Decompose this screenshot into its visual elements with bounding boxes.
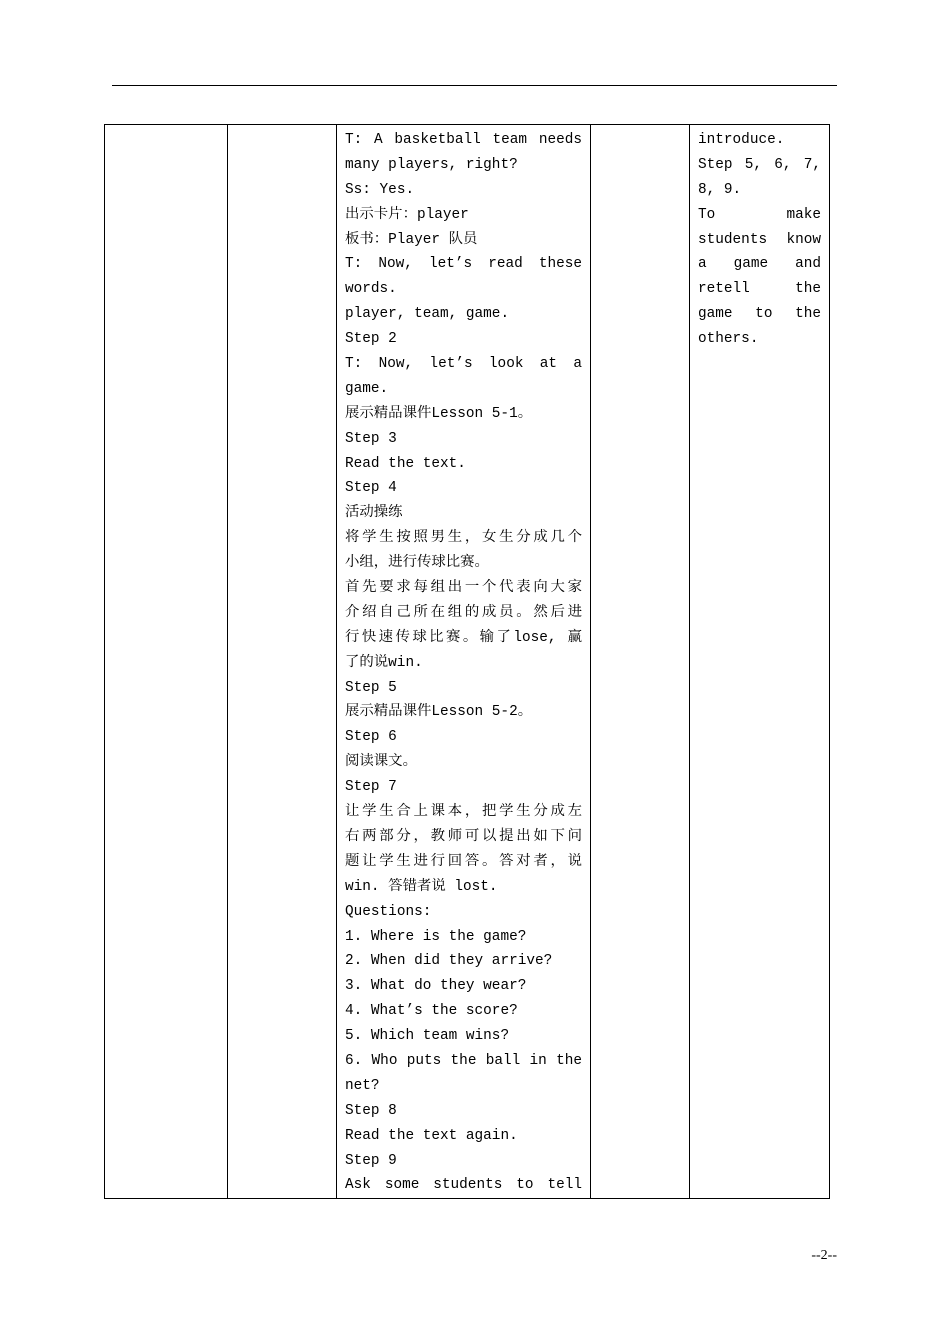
text-line: Step 8 — [345, 1102, 397, 1119]
text-line: To make — [698, 206, 821, 223]
text-line: win. 答错者说 lost. — [345, 878, 498, 895]
text-line: 3. What do they wear? — [345, 978, 527, 995]
text-line: 首先要求每组出一个代表向大家 — [345, 580, 582, 597]
text-line: 题让学生进行回答。答对者，说 — [345, 853, 582, 870]
text-line: player, team, game. — [345, 306, 510, 323]
text-line: 8, 9. — [698, 181, 742, 198]
text-line: Read the text again. — [345, 1127, 518, 1144]
text-line: Read the text. — [345, 455, 466, 472]
text-line: Step 2 — [345, 331, 397, 348]
text-line: Step 5, 6, 7, — [698, 156, 821, 173]
text-line: students know — [698, 231, 821, 248]
empty-cell-col2 — [228, 125, 337, 1199]
text-line: game to the — [698, 306, 821, 323]
text-line: 板书：Player 队员 — [345, 231, 478, 248]
table-row — [105, 125, 830, 1199]
text-line: 介绍自己所在组的成员。然后进 — [345, 604, 582, 621]
text-line: Step 3 — [345, 430, 397, 447]
text-line: Ss: Yes. — [345, 181, 415, 198]
page-number: --2-- — [811, 1248, 837, 1263]
text-line: a game and — [698, 256, 821, 273]
text-line: introduce. — [698, 132, 785, 148]
text-line: Step 7 — [345, 779, 397, 796]
purpose-text — [698, 128, 821, 352]
text-line: 1. Where is the game? — [345, 928, 527, 945]
purpose-cell — [690, 125, 830, 1199]
text-line: 6. Who puts the ball in the — [345, 1052, 582, 1069]
text-line: retell the — [698, 281, 821, 298]
text-line: others. — [698, 331, 759, 348]
text-line: 让学生合上课本，把学生分成左 — [345, 804, 582, 821]
header-rule — [112, 85, 837, 86]
text-line: 右两部分，教师可以提出如下问 — [345, 828, 582, 845]
text-line: 2. When did they arrive? — [345, 953, 553, 970]
text-line: 行快速传球比赛。输了lose, 赢 — [345, 629, 582, 646]
text-line: net? — [345, 1077, 380, 1094]
text-line: Questions: — [345, 903, 432, 920]
text-line: Ask some students to tell — [345, 1177, 582, 1194]
text-line: 5. Which team wins? — [345, 1028, 510, 1045]
text-line: Step 4 — [345, 480, 397, 497]
lesson-plan-table — [104, 124, 830, 1199]
text-line: 阅读课文。 — [345, 754, 417, 771]
text-line: T: A basketball team needs — [345, 132, 582, 148]
text-line: T: Now, let’s read these — [345, 256, 582, 273]
text-line: Step 5 — [345, 679, 397, 696]
teaching-procedure-text — [345, 128, 582, 1198]
text-line: words. — [345, 281, 397, 298]
text-line: many players, right? — [345, 156, 518, 173]
text-line: game. — [345, 380, 389, 397]
text-line: 出示卡片：player — [345, 206, 469, 223]
text-line: 小组，进行传球比赛。 — [345, 555, 489, 572]
text-line: 4. What’s the score? — [345, 1003, 518, 1020]
text-line: 展示精品课件Lesson 5-2。 — [345, 704, 533, 721]
text-line: Step 6 — [345, 729, 397, 746]
text-line: Step 9 — [345, 1152, 397, 1169]
empty-cell-col1 — [105, 125, 228, 1199]
text-line: 活动操练 — [345, 505, 403, 522]
text-line: 了的说win. — [345, 654, 423, 671]
teaching-procedure-cell — [337, 125, 591, 1199]
text-line: T: Now, let’s look at a — [345, 356, 582, 373]
text-line: 展示精品课件Lesson 5-1。 — [345, 405, 533, 422]
empty-cell-col4 — [591, 125, 690, 1199]
text-line: 将学生按照男生，女生分成几个 — [345, 530, 582, 547]
